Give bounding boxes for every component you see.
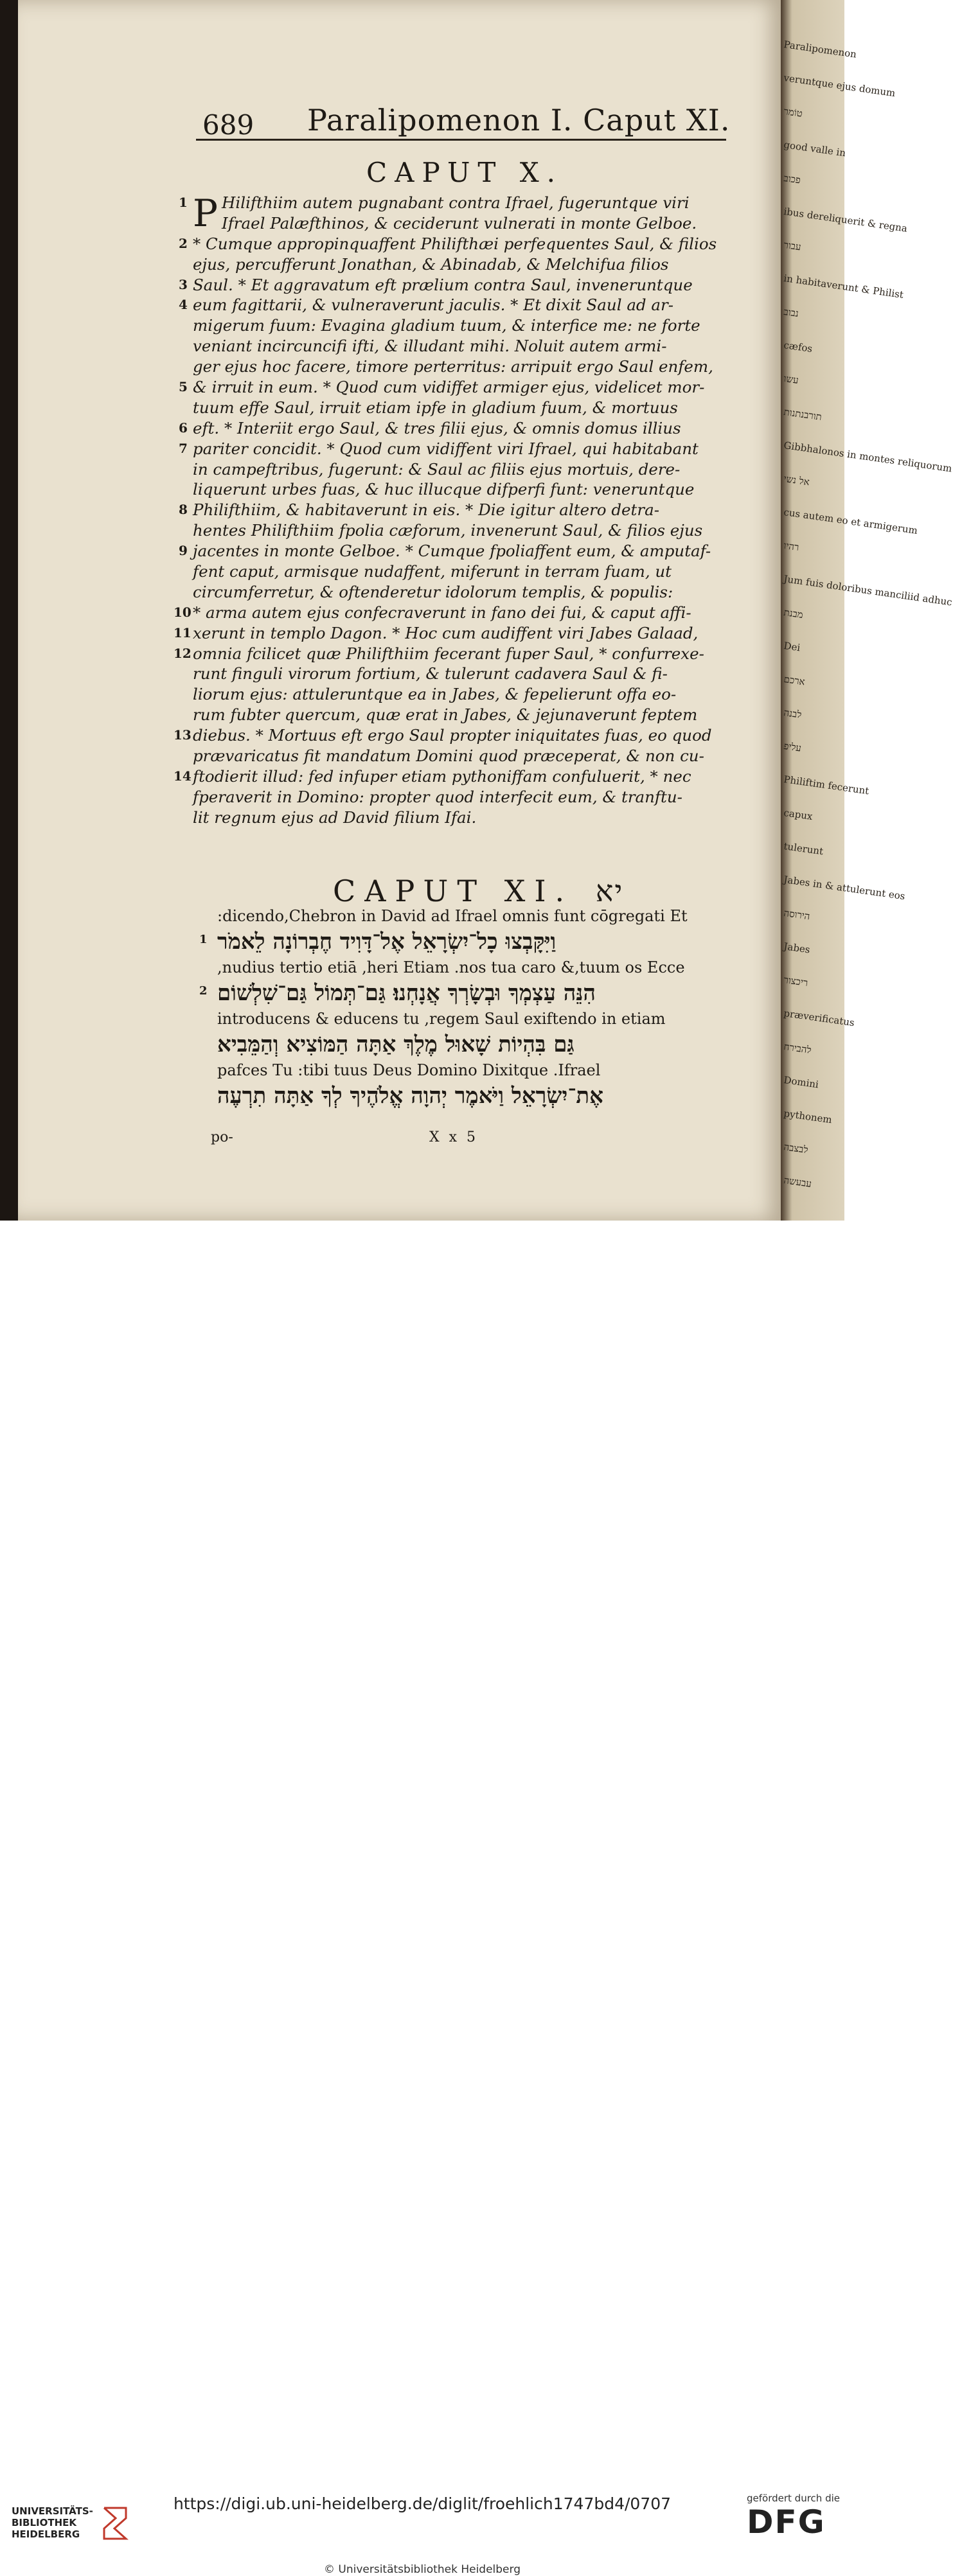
line-text: fperaverit in Domino: propter quod interfecit eum, & tranftu- xyxy=(193,787,682,806)
line-text: rum fubter quercum, quæ erat in Jabes, & jejunaverunt feptem xyxy=(193,705,698,725)
right-page-fragment: נבוב xyxy=(783,306,799,320)
hebrew-line: וַיִּקָּבְצוּ כָל־יִשְׂרָאֵל אֶל־דָּוִיד חֶבְרוֹנָה לֵאמֹר xyxy=(217,929,557,955)
text-line xyxy=(174,725,733,746)
text-line xyxy=(179,377,733,398)
hebrew-line: גַּם בִּהְיוֹת שָׁאוּל מֶלֶךְ אַתָּה הַמּוֹצִיא וְהַמֵּבִיא xyxy=(217,1032,574,1057)
chapter-10-body xyxy=(174,191,733,828)
line-text: veniant incircuncifi ifti, & illudant mihi. Noluit autem armi- xyxy=(193,337,667,356)
verse-number: 2 xyxy=(199,984,208,998)
right-page-fragment: Jum fuis doloribus manciliid adhuc xyxy=(783,573,953,608)
text-line xyxy=(193,684,733,705)
right-page-fragment: Gibbhalonos in montes reliquorum xyxy=(783,439,953,475)
library-logo-text: UNIVERSITÄTS- BIBLIOTHEK HEIDELBERG xyxy=(12,2505,93,2540)
interlinear-pair xyxy=(217,1061,731,1113)
right-page-fragment: לבצבה xyxy=(783,1141,809,1156)
latin-gloss: introducens & educens tu ,regem Saul exiftendo in etiam xyxy=(217,1010,666,1028)
text-line xyxy=(193,315,733,336)
right-page-fragment: לבנה xyxy=(783,707,803,721)
right-page-fragment: הירוסה xyxy=(783,907,811,922)
line-text: ftodierit illud: fed infuper etiam pythoniffam confuluerit, * nec xyxy=(193,766,691,786)
line-text: ejus, percufferunt Jonathan, & Abinadab, & Melchifua filios xyxy=(193,254,669,274)
line-text: xerunt in templo Dagon. * Hoc cum audiffent viri Jabes Galaad, xyxy=(193,623,699,642)
text-line xyxy=(193,520,733,541)
line-text: tuum effe Saul, irruit etiam ipfe in gladium fuum, & mortuus xyxy=(193,398,678,417)
text-line xyxy=(174,623,733,644)
folio-number: 689 xyxy=(202,109,254,141)
funding-label: gefördert durch die xyxy=(747,2492,840,2504)
latin-gloss: ,nudius tertio etiā ,heri Etiam .nos tua caro &,tuum os Ecce xyxy=(217,958,685,976)
text-line xyxy=(193,807,733,828)
line-text: Philifthiim, & habitaverunt in eis. * Die igitur altero detra- xyxy=(193,500,659,520)
interlinear-pair xyxy=(199,958,731,1010)
right-page-fragment: Jabes in & attulerunt eos xyxy=(783,874,906,903)
right-page-fragment: טוֹמר xyxy=(783,105,803,119)
right-page-fragment: מבנת xyxy=(783,606,804,621)
line-text: fent caput, armisque nudaffent, miferunt in terram fuam, ut xyxy=(193,562,672,581)
latin-gloss: pafces Tu :tibi tuus Deus Domino Dixitque .Ifrael xyxy=(217,1061,601,1079)
right-page-fragment: Philiftim fecerunt xyxy=(783,773,870,797)
line-text: liorum ejus: attuleruntque ea in Jabes, & fepelierunt offa eo- xyxy=(193,685,677,704)
right-page-fragment: Domini xyxy=(783,1074,820,1091)
verse-number: 6 xyxy=(179,419,188,436)
line-text: Hilifthiim autem pugnabant contra Ifrael, fugeruntque viri xyxy=(222,193,690,212)
right-page-fragment: פכוב xyxy=(783,172,802,186)
line-text: pariter concidit. * Quod cum vidiffent viri Ifrael, qui habitabant xyxy=(193,439,699,458)
text-line xyxy=(193,357,733,377)
line-text: & irruit in eum. * Quod cum vidiffet armiger ejus, videlicet mor- xyxy=(193,378,705,397)
text-line xyxy=(193,664,733,684)
left-page xyxy=(18,0,783,1221)
text-line xyxy=(179,234,733,254)
right-page-edge xyxy=(781,0,953,1221)
text-line xyxy=(174,644,733,664)
verse-number: 7 xyxy=(179,440,188,456)
chapter-11-interlinear xyxy=(199,907,731,1113)
verse-number: 12 xyxy=(174,645,191,661)
right-page-fragment: tulerunt xyxy=(783,840,824,858)
right-page-fragment: pythonem xyxy=(783,1107,833,1126)
funder-name: DFG xyxy=(747,2503,826,2541)
copyright: © Universitätsbibliothek Heidelberg xyxy=(323,2563,521,2576)
line-text: jacentes in monte Gelboe. * Cumque fpoliaffent eum, & amputaf- xyxy=(193,542,711,561)
text-line xyxy=(193,336,733,357)
chapter-10-title: CAPUT X. xyxy=(366,157,563,188)
signature-mark: X x 5 xyxy=(429,1129,479,1145)
line-text: eum fagittarii, & vulneraverunt jaculis. * Et dixit Saul ad ar- xyxy=(193,296,673,315)
line-text: eft. * Interiit ergo Saul, & tres filii ejus, & omnis domus illius xyxy=(193,418,681,437)
text-line xyxy=(193,213,733,234)
verse-number: 5 xyxy=(179,379,188,395)
text-line xyxy=(174,766,733,787)
header-rule xyxy=(196,139,726,141)
verse-number: 4 xyxy=(179,297,188,313)
text-line xyxy=(193,398,733,418)
line-text: Saul. * Et aggravatum eft prælium contra Saul, inveneruntque xyxy=(193,275,693,294)
line-text: lit regnum ejus ad David filium Ifai. xyxy=(193,807,477,827)
text-line xyxy=(193,459,733,480)
verse-number: 14 xyxy=(174,768,191,784)
footer xyxy=(0,1221,844,2576)
right-page-fragment: אל נשי xyxy=(783,473,810,488)
line-text: liquerunt urbes fuas, & huc illucque difperfi funt: veneruntque xyxy=(193,480,695,499)
verse-number: 13 xyxy=(174,727,191,743)
right-page-fragment: עשו xyxy=(783,373,799,387)
line-text: * Cumque appropinquaffent Philifthæi perfequentes Saul, & filios xyxy=(193,234,717,253)
right-page-fragment: להבירח xyxy=(783,1041,812,1056)
text-line xyxy=(179,500,733,520)
text-line xyxy=(179,439,733,459)
right-page-fragment: in habitaverunt & Philist xyxy=(783,272,905,301)
text-line xyxy=(193,582,733,603)
right-page-fragment: ibus dereliquerit & regna xyxy=(783,206,909,234)
text-line xyxy=(179,418,733,439)
verse-number: 11 xyxy=(174,624,191,640)
text-line xyxy=(174,603,733,623)
line-text: ger ejus hoc facere, timore perterritus: arripuit ergo Saul enfem, xyxy=(193,357,713,376)
right-page-fragment: Paralipomenon xyxy=(783,39,858,60)
verse-number: 8 xyxy=(179,502,188,518)
chapter-11-title-text: CAPUT XI. xyxy=(333,874,574,908)
line-text: omnia fcilicet quæ Philifthiim fecerant fuper Saul, * confurrexe- xyxy=(193,644,704,663)
chapter-11-title xyxy=(333,874,623,908)
right-page-fragment: præverificatus xyxy=(783,1007,855,1029)
line-text: prævaricatus fit mandatum Domini quod præceperat, & non cu- xyxy=(193,746,704,766)
line-text: in campeftribus, fugerunt: & Saul ac filiis ejus mortuis, dere- xyxy=(193,459,681,479)
right-page-fragment: ארכם xyxy=(783,673,806,688)
text-line xyxy=(179,541,733,561)
right-page-fragment: Dei xyxy=(783,640,801,654)
right-page-fragment: cus autem eo et armigerum xyxy=(783,506,919,537)
right-page-fragment: good valle in xyxy=(783,139,847,159)
text-line xyxy=(193,479,733,500)
text-line xyxy=(179,275,733,296)
drop-capital: P xyxy=(193,191,218,235)
right-page-fragment: cæfos xyxy=(783,339,814,355)
text-line xyxy=(193,705,733,725)
line-text: migerum fuum: Evagina gladium tuum, & interfice me: ne forte xyxy=(193,316,700,335)
right-page-fragment: תורבנתנות xyxy=(783,406,823,423)
line-text: diebus. * Mortuus eft ergo Saul propter iniquitates fuas, eo quod xyxy=(193,726,712,745)
verse-number: 3 xyxy=(179,276,188,292)
permalink[interactable]: https://digi.ub.uni-heidelberg.de/diglit/froehlich1747bd4/0707 xyxy=(173,2494,672,2513)
text-line xyxy=(193,561,733,582)
verse-number: 10 xyxy=(174,604,191,620)
chapter-11-hebrew-numeral: יא xyxy=(595,874,624,908)
interlinear-pair xyxy=(199,907,731,958)
right-page-fragment: עבעשה xyxy=(783,1174,813,1190)
text-line xyxy=(193,254,733,275)
right-page-fragment: רהיו xyxy=(783,540,800,554)
scanned-page-image xyxy=(0,0,953,1221)
interlinear-pair xyxy=(217,1010,731,1061)
hebrew-line: אֶת־יִשְׂרָאֵל וַיֹּאמֶר יְהוָה אֱלֹהֶיךָ לְךָ אַתָּה תִרְעֶה xyxy=(217,1083,603,1109)
running-head: Paralipomenon I. Caput XI. xyxy=(307,103,731,137)
right-page-fragment: עבור xyxy=(783,239,802,253)
text-line xyxy=(193,746,733,766)
line-text: runt finguli virorum fortium, & tulerunt cadavera Saul & fi- xyxy=(193,664,668,684)
right-page-fragment: עליפ xyxy=(783,740,803,754)
verse-number: 9 xyxy=(179,543,188,559)
verse-number: 2 xyxy=(179,235,188,251)
verse-number: 1 xyxy=(179,195,188,210)
verse-number: 1 xyxy=(199,933,208,946)
line-text: Ifrael Palæfthinos, & ceciderunt vulnerati in monte Gelboe. xyxy=(222,213,697,233)
line-text: circumferretur, & oftenderetur idolorum templis, & populis: xyxy=(193,582,673,601)
text-line xyxy=(179,295,733,315)
line-text: hentes Philifthiim fpolia cæforum, invenerunt Saul, & filios ejus xyxy=(193,521,703,540)
hebrew-line: הִנֵּה עַצְמְךָ וּבְשָׂרְךָ אֲנָחְנוּ׃ גַּם־תְּמוֹל גַּם־שִׁלְשׁוֹם xyxy=(217,980,596,1006)
catchword: po- xyxy=(211,1129,233,1145)
right-page-fragment: capux xyxy=(783,807,814,823)
right-page-fragment: veruntque ejus domum xyxy=(783,72,896,100)
text-line xyxy=(193,787,733,807)
latin-gloss: :dicendo,Chebron in David ad Ifrael omnis funt cōgregati Et xyxy=(217,907,688,925)
right-page-fragment: Jabes xyxy=(783,940,811,956)
funder-logo xyxy=(747,2492,840,2540)
right-page-fragment: ריכצור xyxy=(783,974,809,989)
line-text: * arma autem ejus confecraverunt in fano dei fui, & caput affi- xyxy=(193,603,691,622)
